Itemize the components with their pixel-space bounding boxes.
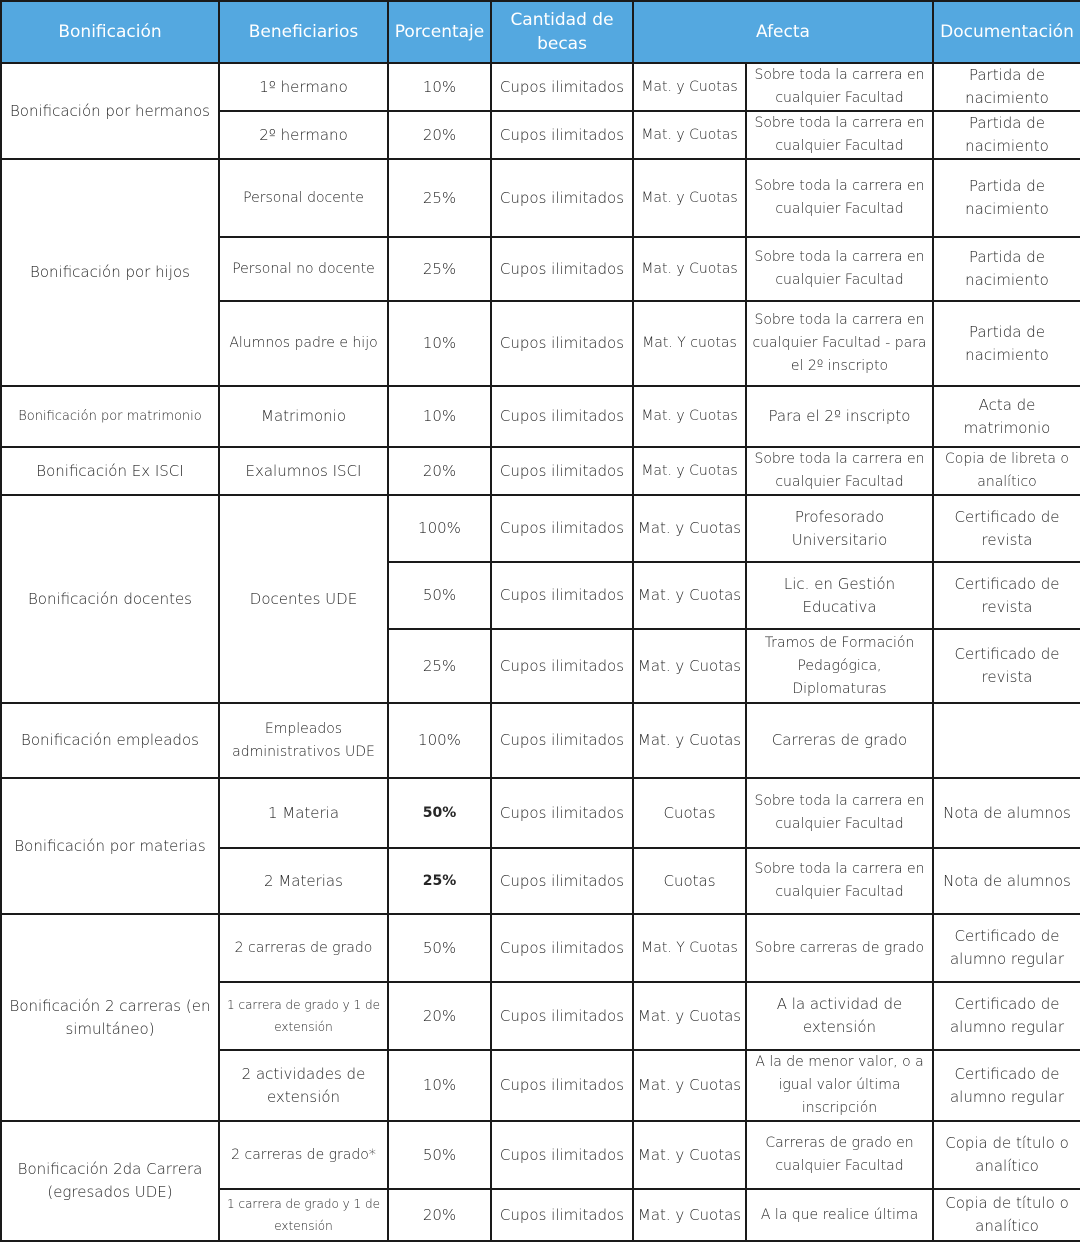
porcentaje-cell: 25%	[388, 629, 491, 703]
beneficiario-cell: 2 Materias	[219, 848, 388, 914]
afecta-tipo-cell: Mat. y Cuotas	[633, 1189, 746, 1241]
afecta-detalle-cell: Tramos de Formación Pedagógica, Diplomaturas	[746, 629, 933, 703]
porcentaje-cell: 20%	[388, 1189, 491, 1241]
group-label: Bonificación por matrimonio	[1, 386, 219, 447]
beneficiario-cell: Docentes UDE	[219, 495, 388, 703]
porcentaje-cell: 20%	[388, 111, 491, 159]
afecta-tipo-cell: Cuotas	[633, 778, 746, 848]
documentacion-cell: Certificado de revista	[933, 629, 1080, 703]
afecta-tipo-cell: Cuotas	[633, 848, 746, 914]
afecta-tipo-cell: Mat. y Cuotas	[633, 495, 746, 562]
documentacion-cell: Partida de nacimiento	[933, 111, 1080, 159]
cantidad-cell: Cupos ilimitados	[491, 1189, 633, 1241]
cantidad-cell: Cupos ilimitados	[491, 848, 633, 914]
group-label: Bonificación 2da Carrera (egresados UDE)	[1, 1121, 219, 1241]
cantidad-cell: Cupos ilimitados	[491, 301, 633, 386]
beneficiario-cell: Exalumnos ISCI	[219, 447, 388, 495]
beneficiario-cell: 2 actividades de extensión	[219, 1050, 388, 1121]
afecta-detalle-cell: Sobre toda la carrera en cualquier Facultad	[746, 447, 933, 495]
table-row	[1, 914, 1080, 982]
header-bonificacion: Bonificación	[1, 1, 219, 63]
documentacion-cell: Certificado de alumno regular	[933, 1050, 1080, 1121]
beneficiario-cell: Personal docente	[219, 159, 388, 237]
afecta-detalle-cell: Carreras de grado	[746, 703, 933, 778]
cantidad-cell: Cupos ilimitados	[491, 629, 633, 703]
afecta-tipo-cell: Mat. y Cuotas	[633, 982, 746, 1050]
cantidad-cell: Cupos ilimitados	[491, 159, 633, 237]
beneficiario-cell: Matrimonio	[219, 386, 388, 447]
table-row	[1, 1121, 1080, 1189]
group-label: Bonificación 2 carreras (en simultáneo)	[1, 914, 219, 1121]
header-beneficiarios: Beneficiarios	[219, 1, 388, 63]
porcentaje-cell: 50%	[388, 1121, 491, 1189]
documentacion-cell: Nota de alumnos	[933, 778, 1080, 848]
porcentaje-cell: 100%	[388, 703, 491, 778]
group-label: Bonificación por hijos	[1, 159, 219, 386]
cantidad-cell: Cupos ilimitados	[491, 237, 633, 301]
afecta-detalle-cell: Sobre toda la carrera en cualquier Facultad	[746, 159, 933, 237]
afecta-tipo-cell: Mat. y Cuotas	[633, 237, 746, 301]
afecta-detalle-cell: A la que realice última	[746, 1189, 933, 1241]
beneficiario-cell: 1 carrera de grado y 1 de extensión	[219, 1189, 388, 1241]
beneficiario-cell: 2º hermano	[219, 111, 388, 159]
header-porcentaje: Porcentaje	[388, 1, 491, 63]
porcentaje-cell: 10%	[388, 301, 491, 386]
afecta-detalle-cell: Profesorado Universitario	[746, 495, 933, 562]
cantidad-cell: Cupos ilimitados	[491, 386, 633, 447]
beneficiario-cell: Personal no docente	[219, 237, 388, 301]
beneficiario-cell: Empleados administrativos UDE	[219, 703, 388, 778]
beneficiario-cell: 1 Materia	[219, 778, 388, 848]
porcentaje-cell: 20%	[388, 447, 491, 495]
cantidad-cell: Cupos ilimitados	[491, 982, 633, 1050]
beneficiario-cell: 2 carreras de grado	[219, 914, 388, 982]
group-label: Bonificación por hermanos	[1, 63, 219, 159]
afecta-detalle-cell: Sobre carreras de grado	[746, 914, 933, 982]
cantidad-cell: Cupos ilimitados	[491, 1121, 633, 1189]
beneficiario-cell: 1º hermano	[219, 63, 388, 111]
porcentaje-cell: 25%	[388, 848, 491, 914]
porcentaje-cell: 10%	[388, 386, 491, 447]
group-label: Bonificación por materias	[1, 778, 219, 914]
documentacion-cell: Copia de título o analítico	[933, 1189, 1080, 1241]
afecta-tipo-cell: Mat. y Cuotas	[633, 63, 746, 111]
documentacion-cell: Certificado de alumno regular	[933, 982, 1080, 1050]
afecta-tipo-cell: Mat. y Cuotas	[633, 1050, 746, 1121]
header-row	[1, 1, 1080, 63]
documentacion-cell: Certificado de revista	[933, 562, 1080, 629]
header-afecta: Afecta	[633, 1, 933, 63]
group-label: Bonificación docentes	[1, 495, 219, 703]
porcentaje-cell: 25%	[388, 159, 491, 237]
group-label: Bonificación Ex ISCI	[1, 447, 219, 495]
table-row	[1, 495, 1080, 562]
beneficiario-cell: Alumnos padre e hijo	[219, 301, 388, 386]
afecta-detalle-cell: Sobre toda la carrera en cualquier Facultad	[746, 848, 933, 914]
table-row	[1, 703, 1080, 778]
porcentaje-cell: 10%	[388, 63, 491, 111]
header-cantidad: Cantidad de becas	[491, 1, 633, 63]
afecta-tipo-cell: Mat. y Cuotas	[633, 629, 746, 703]
table-row	[1, 778, 1080, 848]
beneficiario-cell: 2 carreras de grado*	[219, 1121, 388, 1189]
cantidad-cell: Cupos ilimitados	[491, 495, 633, 562]
documentacion-cell: Nota de alumnos	[933, 848, 1080, 914]
cantidad-cell: Cupos ilimitados	[491, 63, 633, 111]
documentacion-cell: Partida de nacimiento	[933, 159, 1080, 237]
porcentaje-cell: 20%	[388, 982, 491, 1050]
afecta-detalle-cell: Sobre toda la carrera en cualquier Facultad	[746, 237, 933, 301]
afecta-detalle-cell: Sobre toda la carrera en cualquier Facultad	[746, 63, 933, 111]
porcentaje-cell: 50%	[388, 778, 491, 848]
cantidad-cell: Cupos ilimitados	[491, 562, 633, 629]
table-row	[1, 63, 1080, 111]
afecta-tipo-cell: Mat. y Cuotas	[633, 703, 746, 778]
header-documentacion: Documentación	[933, 1, 1080, 63]
table-row	[1, 447, 1080, 495]
afecta-detalle-cell: Carreras de grado en cualquier Facultad	[746, 1121, 933, 1189]
documentacion-cell: Copia de libreta o analítico	[933, 447, 1080, 495]
documentacion-cell: Partida de nacimiento	[933, 301, 1080, 386]
afecta-tipo-cell: Mat. Y Cuotas	[633, 914, 746, 982]
group-label: Bonificación empleados	[1, 703, 219, 778]
afecta-tipo-cell: Mat. y Cuotas	[633, 562, 746, 629]
afecta-tipo-cell: Mat. y Cuotas	[633, 447, 746, 495]
cantidad-cell: Cupos ilimitados	[491, 111, 633, 159]
afecta-detalle-cell: Lic. en Gestión Educativa	[746, 562, 933, 629]
afecta-detalle-cell: Para el 2º inscripto	[746, 386, 933, 447]
afecta-tipo-cell: Mat. y Cuotas	[633, 386, 746, 447]
afecta-tipo-cell: Mat. Y cuotas	[633, 301, 746, 386]
porcentaje-cell: 10%	[388, 1050, 491, 1121]
afecta-detalle-cell: A la de menor valor, o a igual valor última inscripción	[746, 1050, 933, 1121]
afecta-detalle-cell: Sobre toda la carrera en cualquier Facultad	[746, 111, 933, 159]
documentacion-cell: Partida de nacimiento	[933, 237, 1080, 301]
documentacion-cell: Certificado de alumno regular	[933, 914, 1080, 982]
documentacion-cell: Acta de matrimonio	[933, 386, 1080, 447]
afecta-tipo-cell: Mat. y Cuotas	[633, 159, 746, 237]
porcentaje-cell: 50%	[388, 562, 491, 629]
cantidad-cell: Cupos ilimitados	[491, 703, 633, 778]
porcentaje-cell: 25%	[388, 237, 491, 301]
documentacion-cell: Certificado de revista	[933, 495, 1080, 562]
cantidad-cell: Cupos ilimitados	[491, 447, 633, 495]
afecta-detalle-cell: Sobre toda la carrera en cualquier Facultad	[746, 778, 933, 848]
porcentaje-cell: 50%	[388, 914, 491, 982]
documentacion-cell: Copia de título o analítico	[933, 1121, 1080, 1189]
afecta-detalle-cell: Sobre toda la carrera en cualquier Facultad - para el 2º inscripto	[746, 301, 933, 386]
porcentaje-cell: 100%	[388, 495, 491, 562]
beneficiario-cell: 1 carrera de grado y 1 de extensión	[219, 982, 388, 1050]
cantidad-cell: Cupos ilimitados	[491, 914, 633, 982]
afecta-tipo-cell: Mat. y Cuotas	[633, 111, 746, 159]
table-row	[1, 159, 1080, 237]
documentacion-cell: Partida de nacimiento	[933, 63, 1080, 111]
cantidad-cell: Cupos ilimitados	[491, 778, 633, 848]
afecta-tipo-cell: Mat. y Cuotas	[633, 1121, 746, 1189]
documentacion-cell	[933, 703, 1080, 778]
afecta-detalle-cell: A la actividad de extensión	[746, 982, 933, 1050]
table-row	[1, 386, 1080, 447]
cantidad-cell: Cupos ilimitados	[491, 1050, 633, 1121]
